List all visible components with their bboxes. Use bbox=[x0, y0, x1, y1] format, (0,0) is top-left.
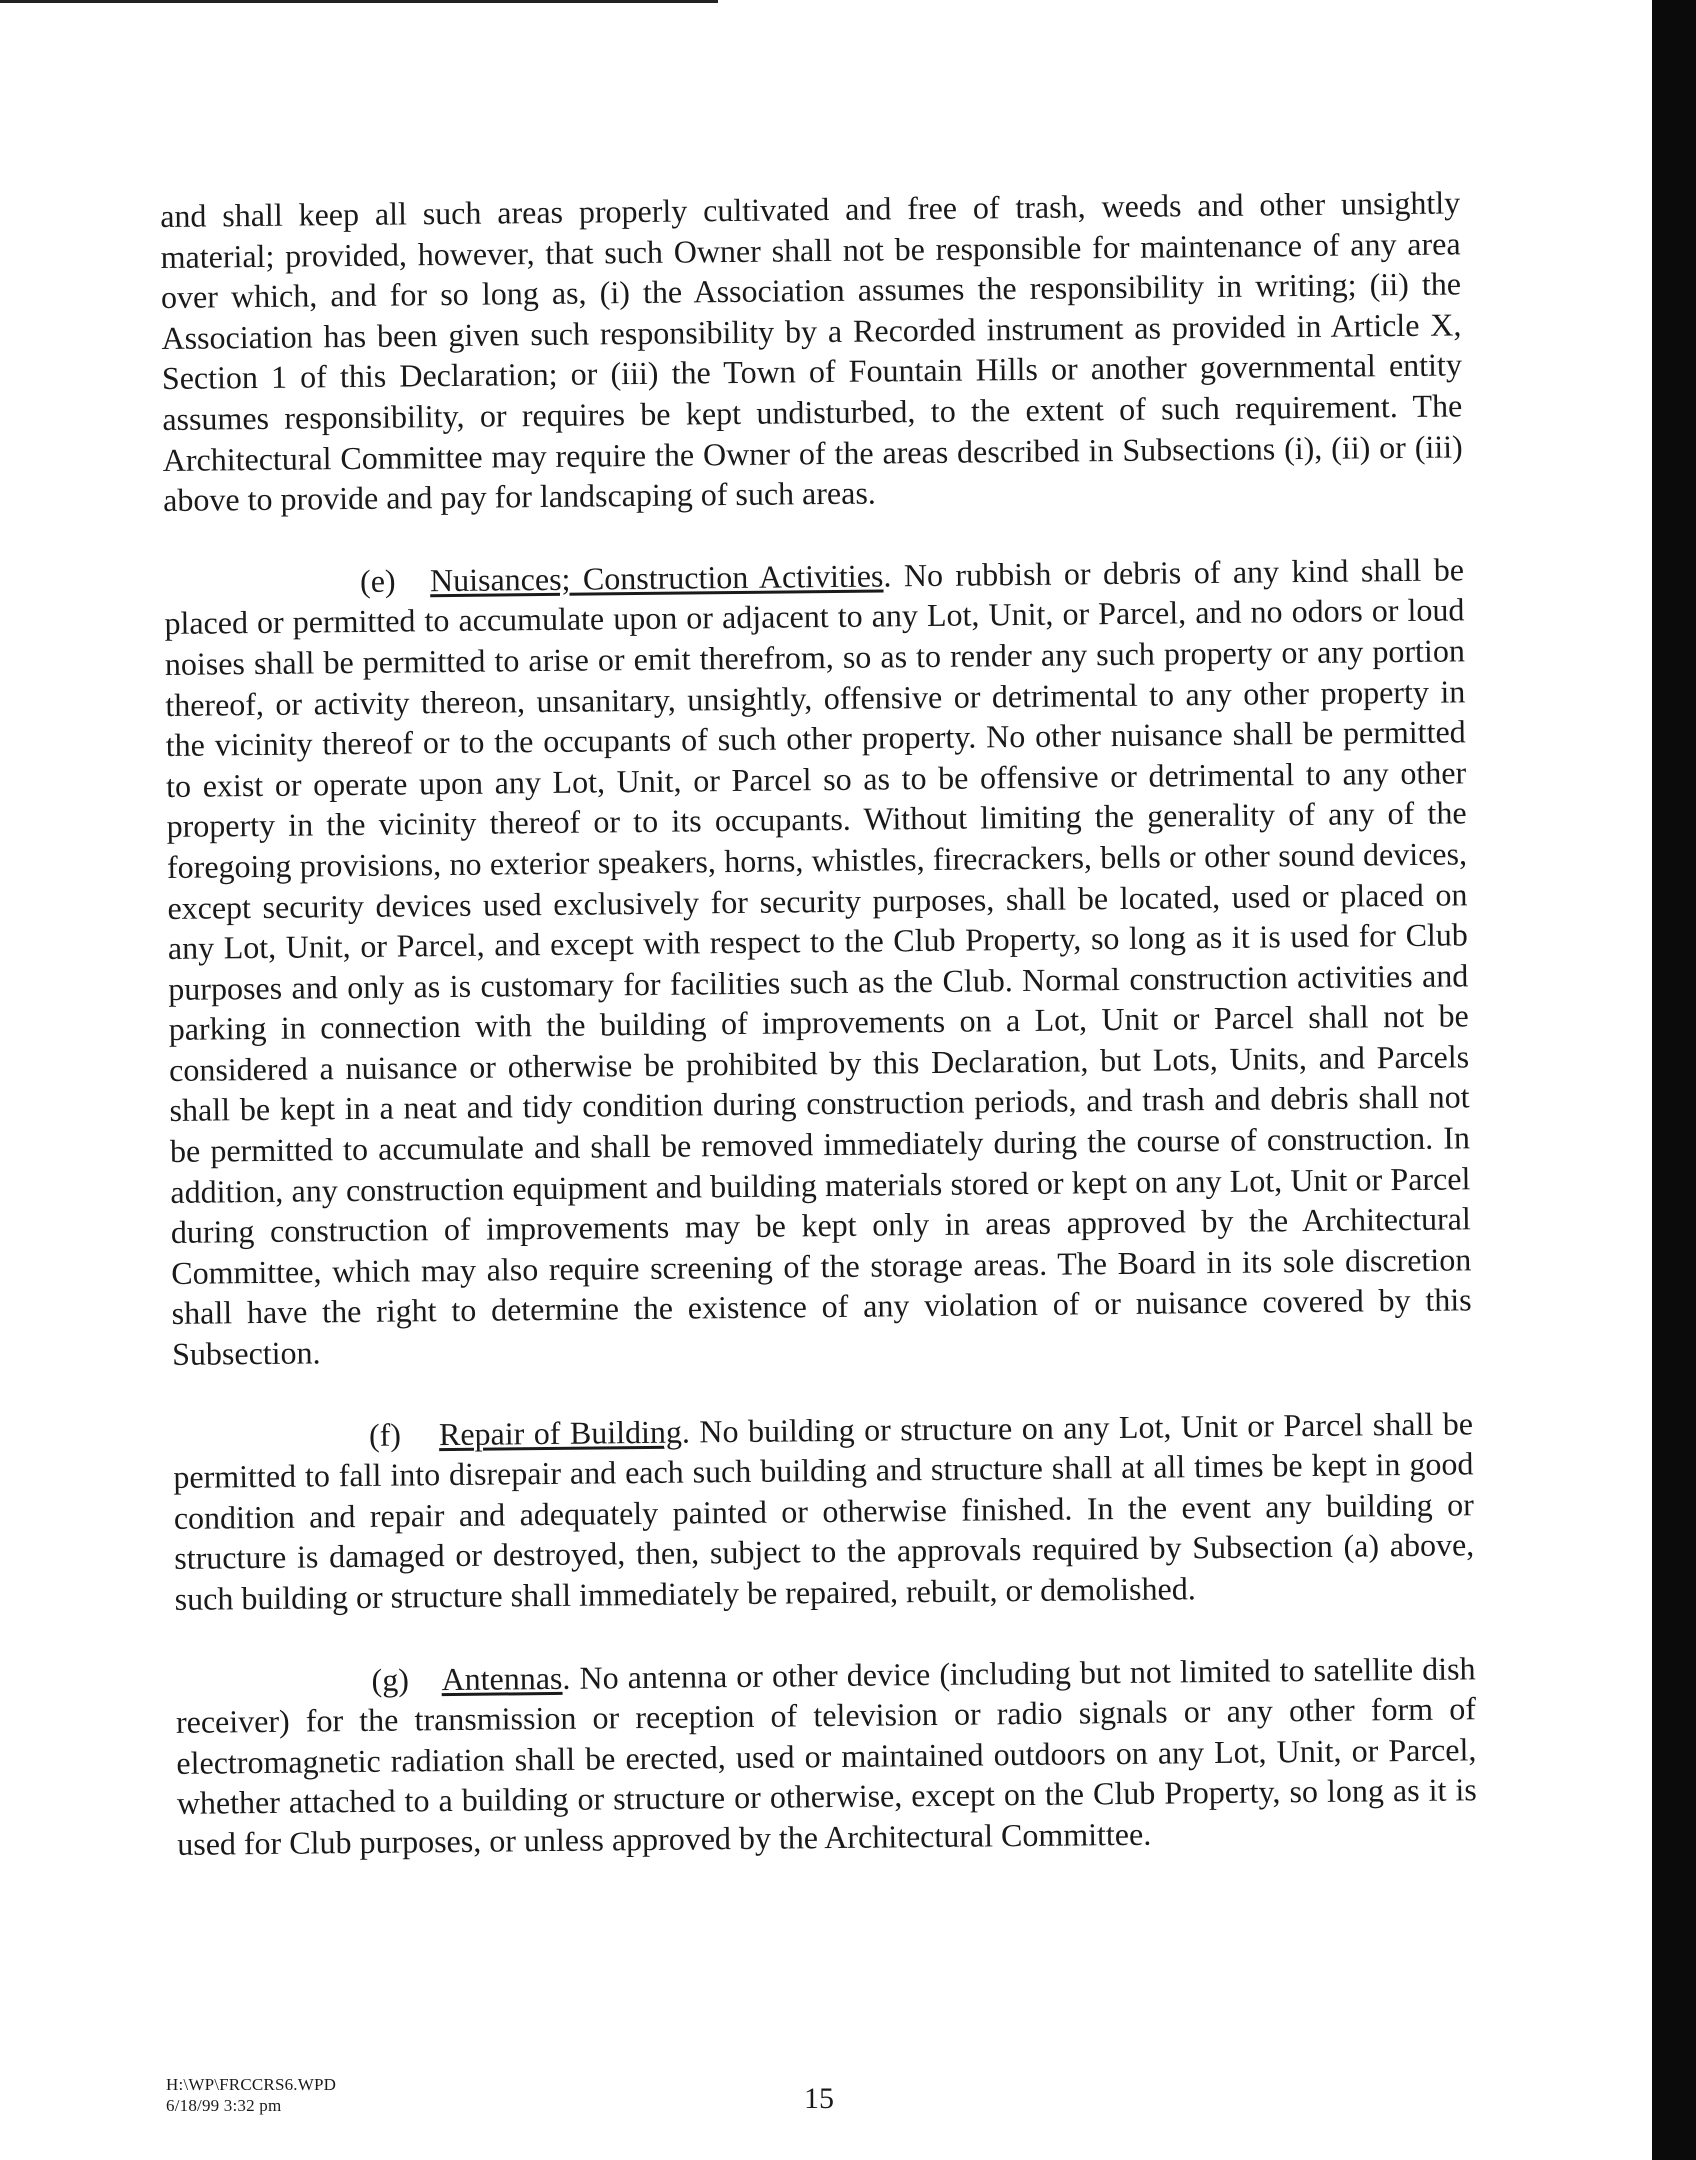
scan-right-edge bbox=[1652, 0, 1696, 2160]
paragraph-antennas bbox=[175, 1648, 1477, 1865]
paragraph-repair-of-building bbox=[173, 1403, 1475, 1620]
paragraph-nuisances bbox=[164, 549, 1472, 1374]
footer-file-info bbox=[166, 2074, 336, 2116]
paragraph-text: . No rubbish or debris of any kind shall be placed or permitted to accumulate upon or adjacent to any Lot, Unit, or Parcel, and no odors or loud noises shall be permitted to arise or emit therefrom, so as to render any such property or any portion thereof, or activity thereon, unsanitary, unsightly, offensive or detrimental to any other property in the vicinity thereof or to the occupants of such other property. No other nuisance shall be permitted to exist or operate upon any Lot, Unit, or Parcel so as to be offensive or detrimental to any other property in the vicinity thereof or to its occupants. Without limiting the generality of any of the foregoing provisions, no exterior speakers, horns, whistles, firecrackers, bells or other sound devices, except security devices used exclusively for security purposes, shall be located, used or placed on any Lot, Unit, or Parcel, and except with respect to the Club Property, so long as it is used for Club purposes and only as is customary for facilities such as the Club. Normal construction activities and parking in connection with the building of improvements on a Lot, Unit or Parcel shall not be considered a nuisance or otherwise be prohibited by this Declaration, but Lots, Units, and Parcels shall be kept in a neat and tidy condition during construction periods, and trash and debris shall not be permitted to accumulate and shall be removed immediately during the course of construction. In addition, any construction equipment and building materials stored or kept on any Lot, Unit or Parcel during construction of improvements may be kept only in areas approved by the Architectural Committee, which may also require screening of the storage areas. The Board in its sole discretion shall have the right to determine the existence of any violation of or nuisance covered by this Subsection. bbox=[164, 551, 1472, 1372]
subsection-heading: Nuisances; Construction Activities bbox=[429, 557, 884, 598]
subsection-marker: (f) bbox=[368, 1416, 402, 1453]
footer-file-path: H:\WP\FRCCRS6.WPD bbox=[166, 2075, 337, 2094]
subsection-heading: Antennas bbox=[441, 1659, 563, 1697]
subsection-marker: (g) bbox=[371, 1661, 410, 1698]
document-body bbox=[160, 182, 1478, 1906]
paragraph-continuation bbox=[160, 182, 1463, 520]
page-number: 15 bbox=[804, 2082, 834, 2115]
subsection-marker: (e) bbox=[359, 562, 396, 599]
paragraph-text: . No building or structure on any Lot, Unit or Parcel shall be permitted to fall into disrepair and each such building and structure shall at all times be kept in good condition and repair and adequately painted or otherwise finished. In the event any building or structure is damaged or destroyed, then, subject to the approvals required by Subsection (a) above, such building or structure shall immediately be repaired, rebuilt, or demolished. bbox=[173, 1404, 1475, 1617]
paragraph-text: . No antenna or other device (including but not limited to satellite dish receiver) for the transmission or reception of television or radio signals or any other form of electromagnetic radiation shall be erected, used or maintained outdoors on any Lot, Unit, or Parcel, whether attached to a building or structure or otherwise, except on the Club Property, so long as it is used for Club purposes, or unless approved by the Architectural Committee. bbox=[175, 1649, 1477, 1862]
top-scan-rule bbox=[0, 0, 718, 3]
subsection-heading: Repair of Building bbox=[438, 1413, 683, 1452]
paragraph-text: and shall keep all such areas properly cultivated and free of trash, weeds and other unsightly material; provided, however, that such Owner shall not be responsible for maintenance of any area over which, and for so long as, (i) the Association assumes the responsibility in writing; (ii) the Association has been given such responsibility by a Recorded instrument as provided in Article X, Section 1 of this Declaration; or (iii) the Town of Fountain Hills or another governmental entity assumes responsibility, or requires be kept undisturbed, to the extent of such requirement. The Architectural Committee may require the Owner of the areas described in Subsections (i), (ii) or (iii) above to provide and pay for landscaping of such areas. bbox=[160, 184, 1463, 519]
footer-datetime: 6/18/99 3:32 pm bbox=[166, 2096, 282, 2115]
